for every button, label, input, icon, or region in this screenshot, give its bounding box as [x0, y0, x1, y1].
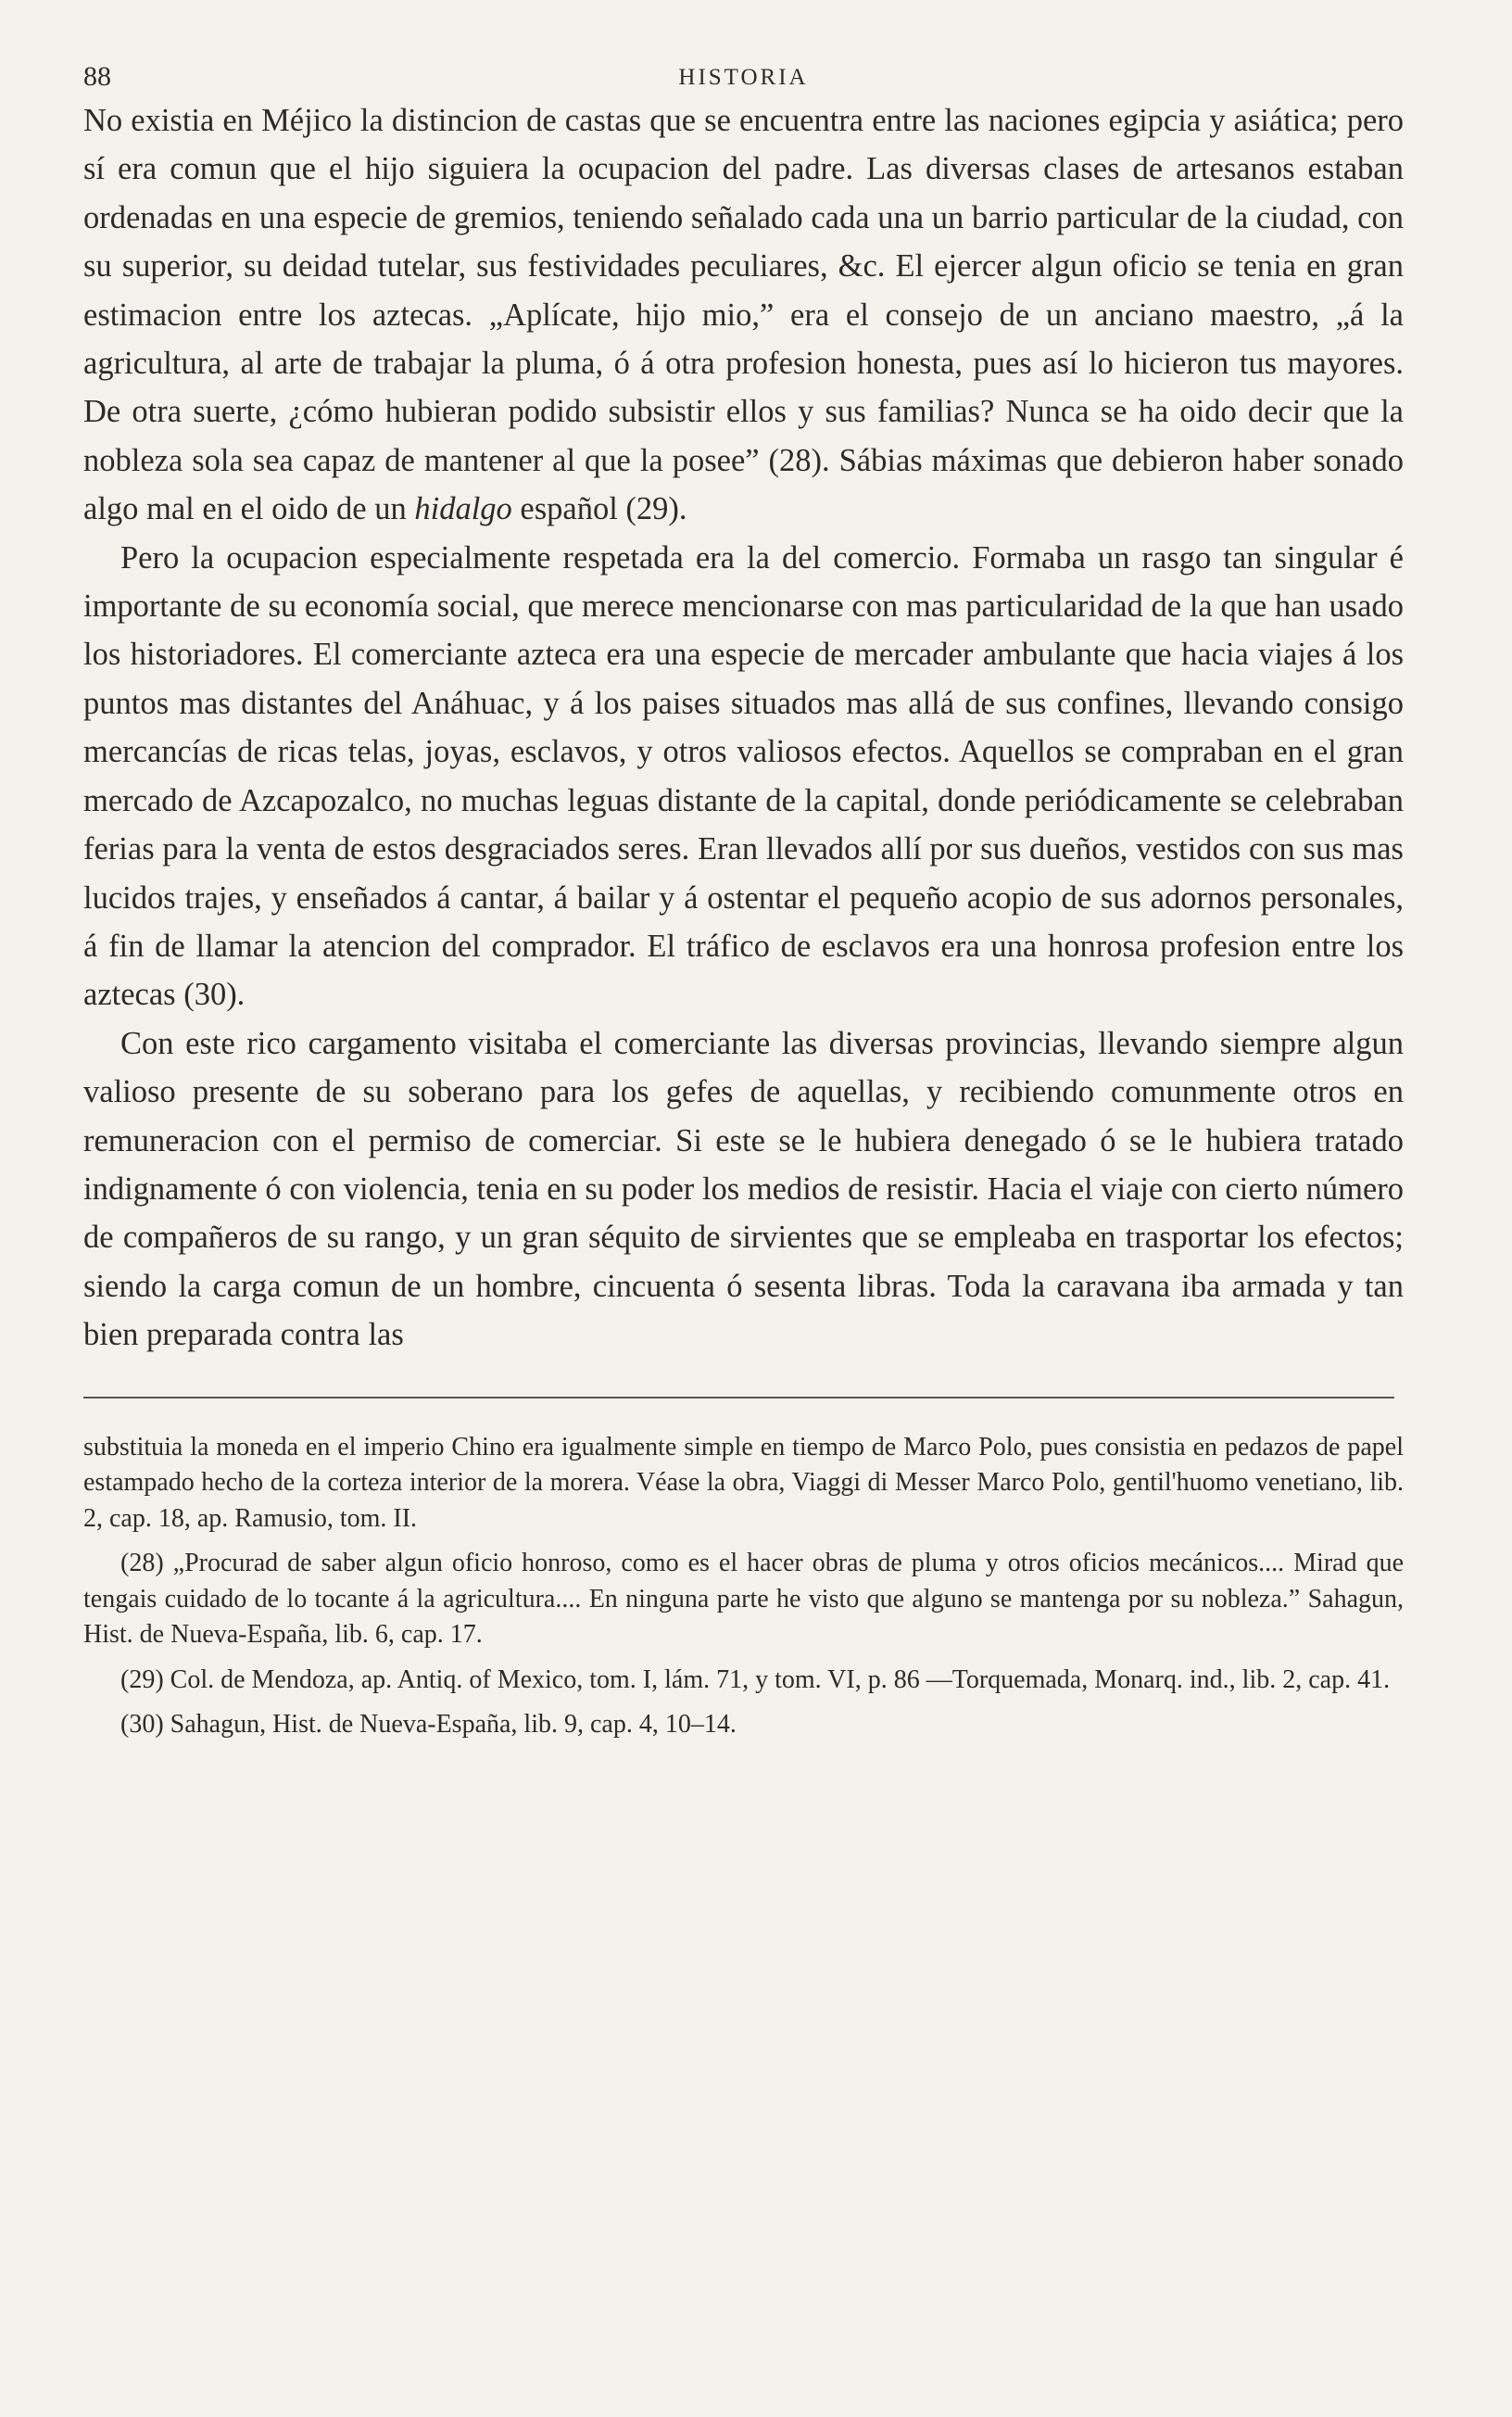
page-number: 88 — [83, 61, 111, 92]
body-text — [83, 96, 1404, 1360]
footnote-28: (28) „Procurad de saber algun oficio honroso, como es el hacer obras de pluma y otros oficios mecánicos.... Mirad que tengais cuidado de lo tocante á la agricultura.... En ninguna parte he visto que alguno se mantenga por su nobleza.” Sahagun, Hist. de Nueva-España, lib. 6, cap. 17. — [83, 1549, 1404, 1650]
paragraph-2: Pero la ocupacion especialmente respetada era la del comercio. Formaba un rasgo tan singular é importante de su economía social, que merece mencionarse con mas particularidad de la que han usado los historiadores. El comerciante azteca era una especie de mercader ambulante que hacia viajes á los puntos mas distantes del Anáhuac, y á los paises situados mas allá de sus confines, llevando consigo mercancías de ricas telas, joyas, esclavos, y otros valiosos efectos. Aquellos se compraban en el gran mercado de Azcapozalco, no muchas leguas distante de la capital, donde periódicamente se celebraban ferias para la venta de estos desgraciados seres. Eran llevados allí por sus dueños, vestidos con sus mas lucidos trajes, y enseñados á cantar, á bailar y á ostentar el pequeño acopio de sus adornos personales, á fin de llamar la atencion del comprador. El tráfico de esclavos era una honrosa profesion entre los aztecas (30). — [83, 539, 1404, 1013]
italic-hidalgo: hidalgo — [414, 491, 512, 527]
paragraph-1-text: No existia en Méjico la distincion de castas que se encuentra entre las naciones egipcia y asiática; pero sí era comun que el hijo siguiera la ocupacion del padre. Las diversas clases de artesanos estaban ordenadas en una especie de gremios, teniendo señalado cada una un barrio particular de la ciudad, con su superior, su deidad tutelar, sus festividades peculiares, &c. El ejercer algun oficio se tenia en gran estimacion entre los aztecas. „Aplícate, hijo mio,” era el consejo de un anciano maestro, „á la agricultura, al arte de trabajar la pluma, ó á otra profesion honesta, pues así lo hicieron tus mayores. De otra suerte, ¿cómo hubieran podido subsistir ellos y sus familias? Nunca se ha oido decir que la nobleza sola sea capaz de mantener al que la posee” (28). Sábias máximas que debieron haber sonado algo mal en el oido de un — [83, 103, 1404, 527]
footnotes — [83, 1430, 1404, 1743]
running-title: HISTORIA — [678, 65, 809, 90]
footnote-continued: substituia la moneda en el imperio Chino era igualmente simple en tiempo de Marco Polo, pues consistia en pedazos de papel estampado hecho de la corteza interior de la morera. Véase la obra, Viaggi di Messer Marco Polo, gentil'huomo venetiano, lib. 2, cap. 18, ap. Ramusio, tom. II. — [83, 1432, 1404, 1533]
footnote-divider — [83, 1397, 1394, 1398]
book-page — [83, 56, 1404, 1753]
footnote-29: (29) Col. de Mendoza, ap. Antiq. of Mexico, tom. I, lám. 71, y tom. VI, p. 86 —Torquemada, Monarq. ind., lib. 2, cap. 41. — [120, 1664, 1391, 1694]
footnote-30: (30) Sahagun, Hist. de Nueva-España, lib. 9, cap. 4, 10–14. — [120, 1710, 737, 1740]
paragraph-1-end: español (29). — [511, 491, 687, 527]
page-header — [83, 56, 1404, 96]
paragraph-3: Con este rico cargamento visitaba el comerciante las diversas provincias, llevando siempre algun valioso presente de su soberano para los gefes de aquellas, y recibiendo comunmente otros en remuneracion con el permiso de comerciar. Si este se le hubiera denegado ó se le hubiera tratado indignamente ó con violencia, tenia en su poder los medios de resistir. Hacia el viaje con cierto número de compañeros de su rango, y un gran séquito de sirvientes que se empleaba en trasportar los efectos; siendo la carga comun de un hombre, cincuenta ó sesenta libras. Toda la caravana iba armada y tan bien preparada contra las — [83, 1025, 1404, 1353]
paragraph-1 — [83, 96, 1404, 534]
